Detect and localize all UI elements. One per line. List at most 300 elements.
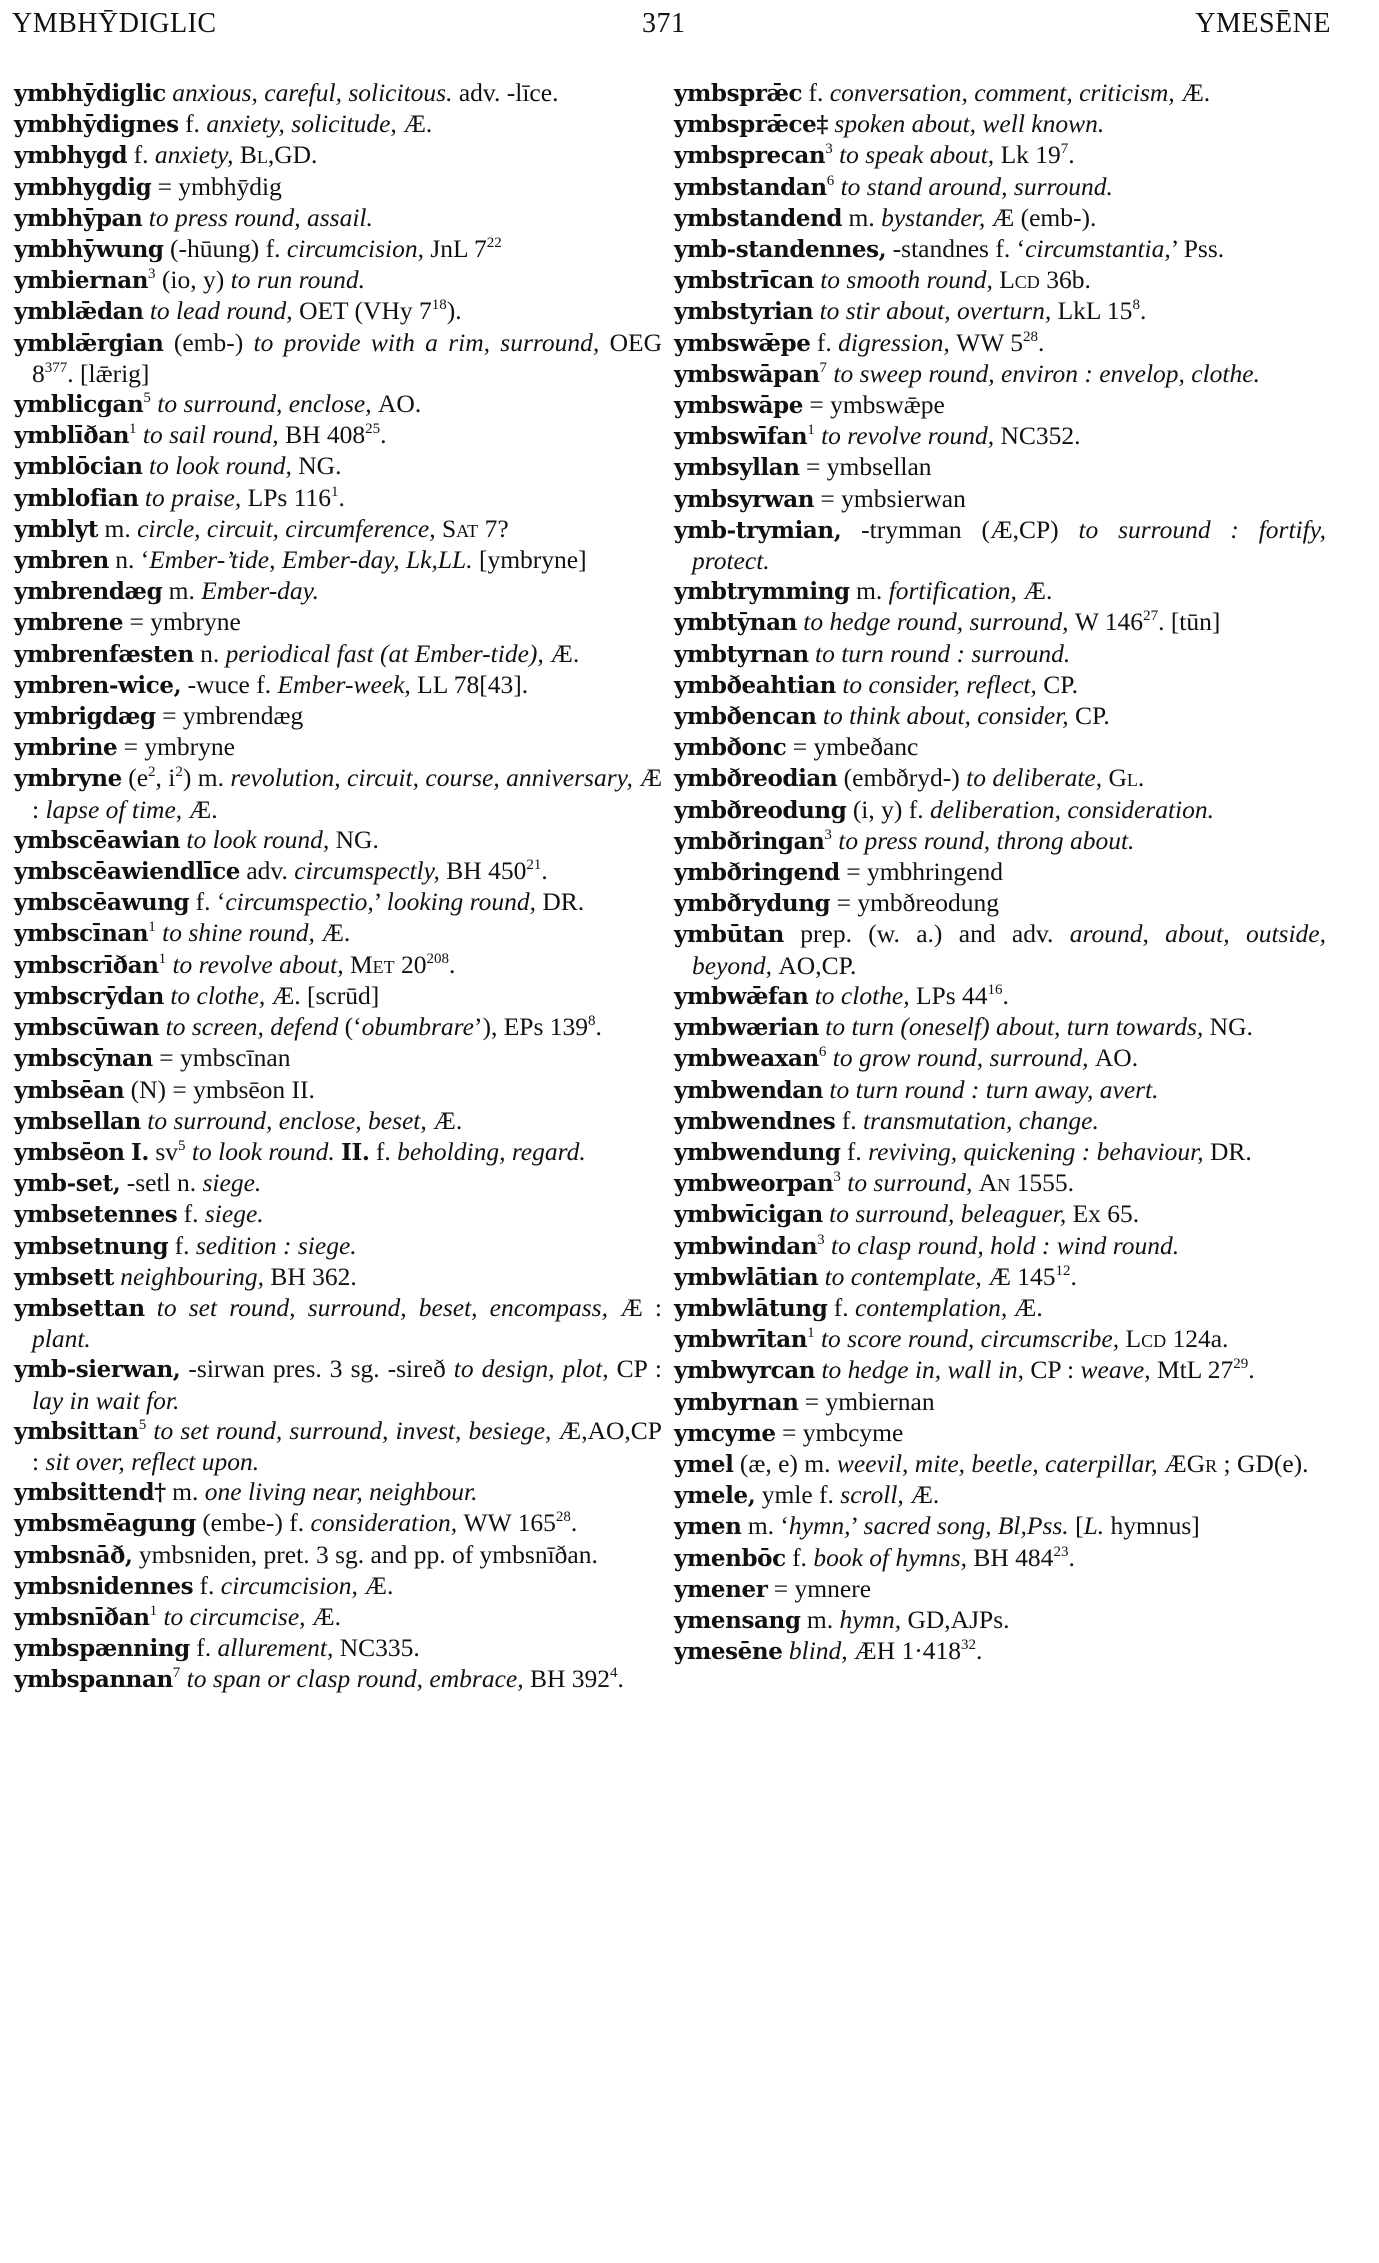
dictionary-entry: [674, 1543, 1326, 1574]
headword: ymbrendæg: [14, 578, 163, 606]
dictionary-entry: [14, 1477, 662, 1508]
entry-text: circumstantia,: [1025, 234, 1171, 264]
headword: II.: [341, 1138, 370, 1166]
dictionary-entry: [674, 484, 1326, 515]
entry-text: (embe-) f.: [195, 1508, 311, 1538]
superscript: 3: [817, 1231, 825, 1248]
entry-text: to revolve about,: [166, 949, 350, 979]
entry-text: circumcision,: [220, 1570, 365, 1600]
entry-text: ) m.: [182, 763, 231, 793]
entry-text: transmutation, change.: [862, 1105, 1099, 1135]
headword: ymbren: [14, 547, 109, 575]
entry-text: to speak about,: [832, 140, 1001, 170]
entry-text: fortification,: [888, 576, 1024, 606]
entry-text: [ymbryne]: [472, 545, 587, 575]
dictionary-entry: [674, 1199, 1326, 1230]
dictionary-entry: [674, 109, 1326, 140]
headword: ymbwendung: [674, 1138, 841, 1166]
headword: ymblyt: [14, 515, 99, 543]
entry-text: Gr: [1186, 1448, 1218, 1478]
headword: ymb-standennes,: [674, 236, 887, 264]
entry-text: (æ, e) m.: [733, 1448, 837, 1478]
entry-text: to contemplate,: [818, 1261, 989, 1291]
entry-text: consideration,: [310, 1508, 464, 1538]
headword: ymbwyrcan: [674, 1357, 816, 1385]
entry-text: .: [617, 1664, 624, 1694]
headword: ymbwrītan: [674, 1326, 808, 1354]
dictionary-entry: [14, 1540, 662, 1571]
dictionary-entry: [674, 359, 1326, 390]
headword: ymbweorpan: [674, 1170, 834, 1198]
headword: ymbrine: [14, 734, 118, 762]
entry-text: = ymbhringend: [839, 857, 1003, 887]
dictionary-entry: [14, 328, 662, 389]
dictionary-entry: [674, 1106, 1326, 1137]
superscript: 3: [833, 1169, 841, 1186]
dictionary-entry: [674, 203, 1326, 234]
entry-text: ; GD(e).: [1217, 1448, 1309, 1478]
entry-text: sv: [148, 1136, 179, 1166]
entry-text: Æ: [1164, 1448, 1187, 1478]
headword: ymbstyrian: [674, 298, 814, 326]
entry-text: to screen, defend: [159, 1012, 345, 1042]
dictionary-entry: [674, 390, 1326, 421]
headword: ymbwendan: [674, 1076, 824, 1104]
entry-text: hymn,: [839, 1604, 908, 1634]
dictionary-entry: [14, 1075, 662, 1106]
entry-text: digression,: [838, 327, 957, 357]
superscript: 2: [175, 764, 183, 781]
headword: ymbtȳnan: [674, 609, 797, 637]
entry-text: f.: [127, 140, 155, 170]
entry-text: to turn (oneself) about, turn towards,: [818, 1012, 1210, 1042]
entry-text: . [lǣrig]: [67, 358, 150, 388]
dictionary-entry: [674, 1293, 1326, 1324]
dictionary-entry: [14, 825, 662, 856]
dictionary-entry: [674, 1480, 1326, 1511]
dictionary-entry: [14, 856, 662, 887]
dictionary-entry: [14, 1354, 662, 1415]
headword: ymbyrnan: [674, 1388, 799, 1416]
running-header: [12, 8, 1331, 44]
headword: ymbðonc: [674, 734, 787, 762]
entry-text: to surround, beleaguer,: [822, 1199, 1073, 1229]
superscript: 32: [961, 1637, 976, 1654]
entry-text: siege.: [204, 1199, 264, 1229]
entry-text: 36b.: [1039, 265, 1091, 295]
entry-text: .: [1037, 327, 1045, 357]
entry-text: to sail round,: [136, 420, 286, 450]
entry-text: An: [978, 1168, 1011, 1198]
entry-text: .: [1068, 1542, 1075, 1572]
dictionary-entry: [674, 1137, 1326, 1168]
entry-text: to provide with a rim, surround,: [253, 327, 610, 357]
headword: ymb-sierwan,: [14, 1356, 181, 1384]
headword: ymbðringan: [674, 827, 825, 855]
entry-text: BH 484: [973, 1542, 1054, 1572]
superscript: 28: [555, 1509, 571, 1526]
entry-text: to turn round : surround.: [808, 638, 1071, 668]
entry-text: LkL 15: [1057, 296, 1133, 326]
entry-text: (emb-): [163, 327, 254, 357]
dictionary-entry: [674, 1636, 1326, 1667]
dictionary-entry: [14, 576, 662, 607]
entry-text: f.: [193, 1570, 221, 1600]
entry-text: circumspectly,: [294, 856, 447, 886]
entry-text: CP :: [1030, 1355, 1081, 1385]
entry-text: spoken about, well known.: [828, 109, 1105, 139]
entry-text: around, about, outside, beyond,: [692, 919, 1326, 980]
entry-text: to clasp round, hold : wind round.: [824, 1230, 1180, 1260]
entry-text: Æ.: [1181, 78, 1211, 107]
entry-text: Æ.: [1023, 576, 1053, 606]
headword: ymele,: [674, 1482, 756, 1510]
dictionary-entry: [14, 1633, 662, 1664]
headword: ymbswǣpe: [674, 329, 811, 357]
entry-text: adv. -līce.: [452, 78, 559, 107]
entry-text: Bl: [239, 140, 268, 170]
superscript: 8: [588, 1013, 596, 1030]
headword: ymbsittend†: [14, 1479, 166, 1507]
entry-text: to set round, surround, beset, encompass,: [144, 1292, 621, 1322]
headword: ymbrigdæg: [14, 703, 156, 731]
entry-text: prep. (w. a.) and adv.: [783, 919, 1070, 949]
entry-text: to revolve round,: [814, 421, 1001, 451]
headword: ymbscrīðan: [14, 951, 159, 979]
entry-text: , i: [155, 763, 176, 793]
superscript: 23: [1053, 1543, 1069, 1560]
headword: ymbscūwan: [14, 1014, 160, 1042]
entry-text: .: [1068, 140, 1075, 170]
entry-text: anxiety, solicitude,: [206, 109, 404, 139]
entry-text: Lk 19: [1000, 140, 1061, 170]
headword: ymbweaxan: [674, 1045, 819, 1073]
headword: ymbswāpe: [674, 392, 803, 420]
entry-text: to set round, surround, invest, besiege,: [146, 1415, 559, 1445]
entry-text: to shine round,: [155, 918, 322, 948]
entry-text: .: [595, 1012, 602, 1042]
entry-text: ’: [850, 1511, 864, 1541]
entry-text: blind,: [782, 1636, 855, 1666]
entry-text: to hedge round, surround,: [796, 607, 1075, 637]
entry-text: to surround, enclose, beset,: [140, 1105, 434, 1135]
entry-text: plant.: [32, 1324, 91, 1354]
entry-text: NG.: [1209, 1012, 1253, 1042]
entry-text: Æ. [scrūd]: [271, 980, 380, 1010]
headword: ymbstrīcan: [674, 267, 814, 295]
dictionary-entry: [14, 1262, 662, 1293]
headword: ymbsittan: [14, 1417, 139, 1445]
entry-text: f.: [827, 1292, 855, 1322]
entry-text: Met: [349, 949, 395, 979]
entry-text: to stir about, overturn,: [813, 296, 1058, 326]
dictionary-entry: [674, 452, 1326, 483]
entry-text: .: [1248, 1355, 1255, 1385]
entry-text: Æ.: [910, 1480, 940, 1510]
entry-text: scroll,: [840, 1480, 911, 1510]
dictionary-entry: [674, 1449, 1326, 1480]
entry-text: f.: [369, 1136, 398, 1166]
entry-text: bystander,: [881, 202, 992, 232]
entry-text: Æ 145: [988, 1261, 1056, 1291]
entry-text: Gl: [1108, 763, 1138, 793]
dictionary-entry: [14, 203, 662, 234]
superscript: 27: [1143, 608, 1159, 625]
entry-text: L.: [1083, 1511, 1105, 1541]
entry-text: f.: [177, 1199, 205, 1229]
entry-text: f.: [840, 1136, 869, 1166]
entry-text: Æ.: [433, 1105, 463, 1135]
superscript: 3: [824, 826, 832, 843]
headword: ymesēne: [674, 1638, 783, 1666]
entry-text: NG.: [298, 451, 342, 481]
entry-text: NG.: [335, 824, 379, 854]
entry-text: f.: [810, 327, 839, 357]
dictionary-entry: [674, 172, 1326, 203]
superscript: 21: [526, 857, 542, 874]
superscript: 1: [331, 483, 339, 500]
entry-text: to hedge in, wall in,: [815, 1355, 1031, 1385]
headword: ymbhygdig: [14, 173, 152, 201]
dictionary-entry: [14, 918, 662, 949]
dictionary-entry: [674, 421, 1326, 452]
entry-text: Ember-’tide, Ember-day, Lk,LL.: [149, 545, 473, 575]
headword: ymbtrymming: [674, 578, 850, 606]
headword: ymbðringend: [674, 859, 840, 887]
entry-text: periodical fast (at Ember-tide),: [225, 638, 551, 668]
entry-text: CP.: [1075, 701, 1110, 731]
entry-text: = ymbryne: [117, 732, 235, 762]
entry-text: 7?: [478, 513, 509, 543]
entry-text: anxiety,: [154, 140, 240, 170]
headword: ymbhygd: [14, 142, 128, 170]
headword: ymen: [674, 1513, 742, 1541]
dictionary-entry: [14, 234, 662, 265]
entry-text: NC335.: [339, 1633, 420, 1663]
entry-text: GD,AJPs.: [907, 1604, 1010, 1634]
entry-text: n. ‘: [108, 545, 150, 575]
dictionary-entry: [674, 1511, 1326, 1542]
dictionary-entry: [674, 826, 1326, 857]
entry-text: .: [541, 856, 548, 886]
dictionary-entry: [674, 639, 1326, 670]
headword: ymbstandend: [674, 204, 843, 232]
dictionary-entry: [674, 763, 1326, 794]
superscript: 2: [148, 764, 156, 781]
dictionary-entry: [674, 328, 1326, 359]
dictionary-entry: [14, 78, 662, 109]
headword: ymblīðan: [14, 422, 130, 450]
entry-text: m. ‘: [741, 1511, 789, 1541]
entry-text: to look round,: [180, 824, 336, 854]
entry-text: LPs 116: [247, 482, 331, 512]
entry-text: .: [1137, 763, 1145, 793]
entry-text: .: [570, 1508, 578, 1538]
headword: ymbren-wice,: [14, 671, 182, 699]
dictionary-entry: [674, 701, 1326, 732]
entry-text: hymnus]: [1104, 1511, 1200, 1541]
entry-text: = ymbscīnan: [152, 1043, 291, 1073]
entry-text: BH 450: [446, 856, 527, 886]
headword: ymbspannan: [14, 1666, 173, 1694]
entry-text: ’: [373, 887, 387, 917]
dictionary-entry: [14, 140, 662, 171]
entry-text: to span or clasp round, embrace,: [180, 1664, 530, 1694]
dictionary-entry: [674, 919, 1326, 980]
entry-text: (e: [121, 763, 149, 793]
entry-text: lay in wait for.: [32, 1385, 180, 1415]
entry-text: book of hymns,: [813, 1542, 974, 1572]
dictionary-entry: [674, 140, 1326, 171]
entry-text: m.: [849, 576, 889, 606]
headword: ymbhȳwung: [14, 236, 164, 264]
dictionary-entry: [674, 296, 1326, 327]
headword: ymbsprǣc: [674, 80, 803, 107]
superscript: 5: [143, 390, 151, 407]
entry-text: to design, plot,: [453, 1354, 617, 1384]
entry-text: (i, y) f.: [846, 794, 930, 824]
dictionary-entry: [674, 607, 1326, 638]
entry-text: to deliberate,: [966, 763, 1109, 793]
dictionary-entry: [674, 78, 1326, 109]
entry-text: AO.: [1094, 1043, 1139, 1073]
entry-text: .: [1139, 296, 1147, 326]
dictionary-entry: [14, 639, 662, 670]
superscript: 7: [1060, 141, 1069, 158]
dictionary-entry: [14, 1293, 662, 1354]
headword: ymbðreodung: [674, 796, 847, 824]
superscript: 1: [807, 422, 815, 439]
dictionary-entry: [14, 887, 662, 918]
headword: ymbscēawiendlīce: [14, 858, 240, 886]
headword: ymbstandan: [674, 173, 827, 201]
superscript: 18: [431, 297, 447, 314]
entry-text: obumbrare: [361, 1012, 474, 1042]
entry-text: CP.: [1043, 669, 1078, 699]
entry-text: = ymbrendæg: [155, 701, 304, 731]
entry-text: Lcd: [1125, 1324, 1167, 1354]
dictionary-entry: [14, 1168, 662, 1199]
entry-text: to circumcise,: [157, 1601, 312, 1631]
entry-text: Æ.: [188, 794, 218, 824]
headword: ymensang: [674, 1606, 801, 1634]
superscript: 1: [807, 1325, 815, 1342]
entry-text: weevil, mite, beetle, caterpillar,: [836, 1448, 1165, 1478]
headword: ymbsettan: [14, 1294, 145, 1322]
entry-text: OEG 8: [32, 327, 662, 388]
entry-text: to press round, throng about.: [831, 825, 1135, 855]
headword: ymbðeahtian: [674, 671, 836, 699]
entry-text: hymn,: [788, 1511, 851, 1541]
dictionary-entry: [14, 483, 662, 514]
entry-text: DR.: [1209, 1136, 1252, 1166]
headword: ymbwǣfan: [674, 982, 809, 1010]
entry-text: Ember-day.: [201, 576, 319, 606]
headword: ymcyme: [674, 1419, 776, 1447]
superscript: 3: [825, 141, 833, 158]
entry-text: one living near, neighbour.: [204, 1477, 478, 1507]
superscript: 1: [158, 950, 167, 967]
headword: ymblǣdan: [14, 298, 144, 326]
headword: ymbscēawian: [14, 826, 181, 854]
dictionary-entry: [674, 888, 1326, 919]
entry-text: DR.: [542, 887, 585, 917]
headword: ymbwindan: [674, 1232, 818, 1260]
entry-text: ).: [446, 296, 462, 326]
dictionary-entry: [14, 1664, 662, 1695]
headword: ymenbōc: [674, 1544, 786, 1572]
entry-text: .: [1070, 1261, 1077, 1291]
entry-text: circumcision,: [286, 234, 431, 264]
headword: ymblofian: [14, 484, 139, 512]
headword: ymel: [674, 1450, 734, 1478]
dictionary-entry: [14, 1571, 662, 1602]
headword: ymbðencan: [674, 703, 817, 731]
dictionary-entry: [14, 763, 662, 824]
entry-text: circle, circuit, circumference,: [137, 513, 442, 543]
entry-text: to turn round : turn away, avert.: [823, 1074, 1159, 1104]
entry-text: OET (VHy 7: [299, 296, 432, 326]
right-column: [674, 78, 1326, 1667]
entry-text: = ymbiernan: [798, 1386, 935, 1416]
entry-text: n.: [193, 638, 226, 668]
entry-text: m.: [162, 576, 202, 606]
dictionary-entry: [14, 420, 662, 451]
dictionary-entry: [14, 265, 662, 296]
entry-text: ÆH 1·418: [854, 1636, 961, 1666]
left-column: [14, 78, 662, 1696]
headword: ymbwlātian: [674, 1263, 819, 1291]
entry-text: deliberation, consideration.: [930, 794, 1215, 824]
dictionary-entry: [674, 857, 1326, 888]
entry-text: W 146: [1074, 607, 1144, 637]
entry-text: = ymbryne: [123, 607, 241, 637]
entry-text: m.: [800, 1604, 840, 1634]
dictionary-entry: [14, 514, 662, 545]
entry-text: ymbsniden, pret. 3 sg. and pp. of ymbsnīðan.: [132, 1539, 598, 1569]
entry-text: [: [1068, 1511, 1084, 1541]
dictionary-entry: [674, 1012, 1326, 1043]
entry-text: to run round.: [230, 265, 365, 295]
dictionary-entry: [674, 576, 1326, 607]
headword: ymbwīcigan: [674, 1201, 823, 1229]
headword: ymbsnīðan: [14, 1603, 150, 1631]
entry-text: (N) = ymbsēon II.: [124, 1074, 315, 1104]
entry-text: Æ.: [364, 1570, 394, 1600]
entry-text: to consider, reflect,: [835, 669, 1044, 699]
headword: ymbsprecan: [674, 142, 826, 170]
entry-text: . [tūn]: [1158, 607, 1221, 637]
entry-text: -wuce f.: [181, 669, 278, 699]
dictionary-entry: [14, 109, 662, 140]
entry-text: 124a.: [1166, 1324, 1229, 1354]
entry-text: LL 78[43].: [417, 669, 529, 699]
entry-text: = ymbeðanc: [786, 732, 919, 762]
entry-text: .: [449, 949, 456, 979]
entry-text: to clothe,: [163, 980, 272, 1010]
page-number: 371: [642, 8, 686, 39]
superscript: 1: [129, 421, 137, 438]
entry-text: Æ.: [403, 109, 433, 139]
entry-text: ymle f.: [755, 1480, 841, 1510]
dictionary-entry: [14, 1043, 662, 1074]
entry-text: allurement,: [217, 1633, 340, 1663]
superscript: 12: [1055, 1262, 1071, 1279]
dictionary-entry: [14, 670, 662, 701]
headword: ymbiernan: [14, 267, 149, 295]
headword: ymbsett: [14, 1263, 114, 1291]
entry-text: to lead round,: [143, 296, 300, 326]
